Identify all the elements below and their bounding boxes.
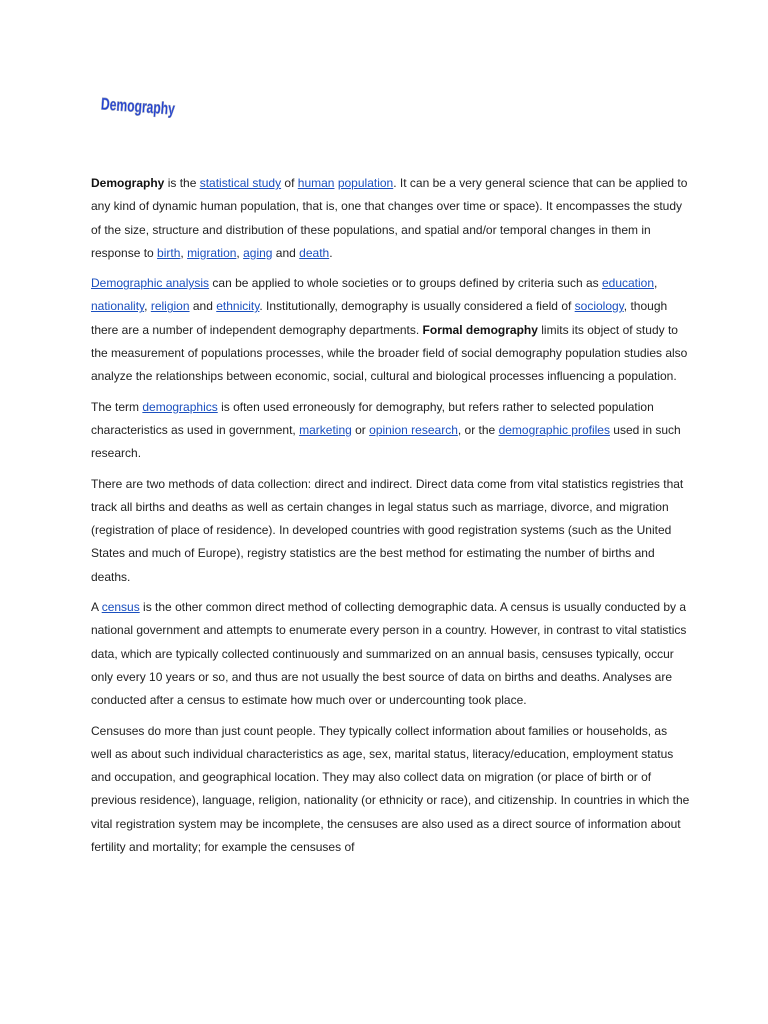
text-run: , [236,245,244,260]
text-run: There are two methods of data collection: direct and indirect. Direct data come from vital statistics registries that track all births and deaths as well as certain changes in legal status such as marriage, divorce, and migration (registration of place of residence). In developed countries with good registration systems (such as the United States and much of Europe), registry statistics are the best method for estimating the number of births and deaths. [91,476,684,584]
link-marketing[interactable]: marketing [299,422,352,437]
document-title: Demography [100,94,206,121]
link-nationality[interactable]: nationality [91,299,145,314]
link-demographic-profiles[interactable]: demographic profiles [498,422,610,437]
text-run: The term [91,399,143,414]
bold-term: Demography [91,176,165,190]
text-run: , [180,245,188,260]
text-run: A [91,600,102,615]
text-run: is the [164,176,200,190]
text-run: . Institutionally, demography is usually considered a field of [259,299,575,314]
paragraph-2 [91,272,691,388]
text-run: , or the [457,422,499,437]
text-run: , [654,276,658,291]
link-death[interactable]: death [299,245,330,260]
text-run: is often used erroneously for demography, but refers rather to selected population characteristics as used in government, [91,399,654,437]
link-human[interactable]: human [297,176,335,190]
text-run: . [329,245,333,260]
link-migration[interactable]: migration [187,245,237,260]
text-run: limits its object of study to the measurement of populations processes, while the broader field of social demography population studies also analyze the relationships between economic, social, cultural and biological processes influencing a population. [91,322,688,384]
text-run: can be applied to whole societies or to groups defined by criteria such as [209,276,602,291]
text-run: . It can be a very general science that can be applied to any kind of dynamic human population, that is, one that changes over time or space). It encompasses the study of the size, structure and distribution of these populations, and spatial and/or temporal changes in them in response to [91,176,688,260]
paragraph-4 [91,473,691,589]
text-run: , though there are a number of independent demography departments. [91,299,668,337]
link-religion[interactable]: religion [150,299,190,314]
text-run: is the other common direct method of collecting demographic data. A census is usually conducted by a national government and attempts to enumerate every person in a country. However, in contrast to vital statistics data, which are typically collected continuously and summarized on an annual basis, censuses typically, occur only every 10 years or so, and thus are not usually the best source of data on births and deaths. Analyses are conducted after a census to estimate how much over or undercounting took place. [91,600,687,708]
link-sociology[interactable]: sociology [574,299,624,314]
paragraph-6 [91,720,691,860]
text-run: , [144,299,151,314]
link-statistical-study[interactable]: statistical study [199,176,282,190]
link-education[interactable]: education [601,276,655,291]
link-census[interactable]: census [101,600,140,615]
paragraph-5 [91,596,691,712]
link-birth[interactable]: birth [157,245,181,260]
document-body [91,172,691,866]
document-title-wordart [98,91,206,121]
link-ethnicity[interactable]: ethnicity [216,299,260,314]
text-run: and [272,245,300,260]
paragraph-1 [91,172,691,265]
text-run: of [281,176,298,190]
link-population[interactable]: population [337,176,394,190]
link-opinion-research[interactable]: opinion research [369,422,458,437]
text-run: Censuses do more than just count people. They typically collect information about families or households, as well as about such individual characteristics as age, sex, marital status, literacy/education, employment status and occupation, and geographical location. They may also collect data on migration (or place of birth or of previous residence), language, religion, nationality (or ethnicity or race), and citizenship. In countries in which the vital registration system may be incomplete, the censuses are also used as a direct source of information about fertility and mortality; for example the censuses of [91,723,690,855]
text-run: used in such research. [91,422,681,461]
paragraph-3 [91,396,691,466]
link-demographics[interactable]: demographics [142,399,218,414]
text-run: or [351,422,370,437]
bold-term: Formal demography [422,322,538,337]
link-aging[interactable]: aging [243,245,273,260]
link-demographic-analysis[interactable]: Demographic analysis [91,276,210,291]
text-run: and [189,299,217,314]
